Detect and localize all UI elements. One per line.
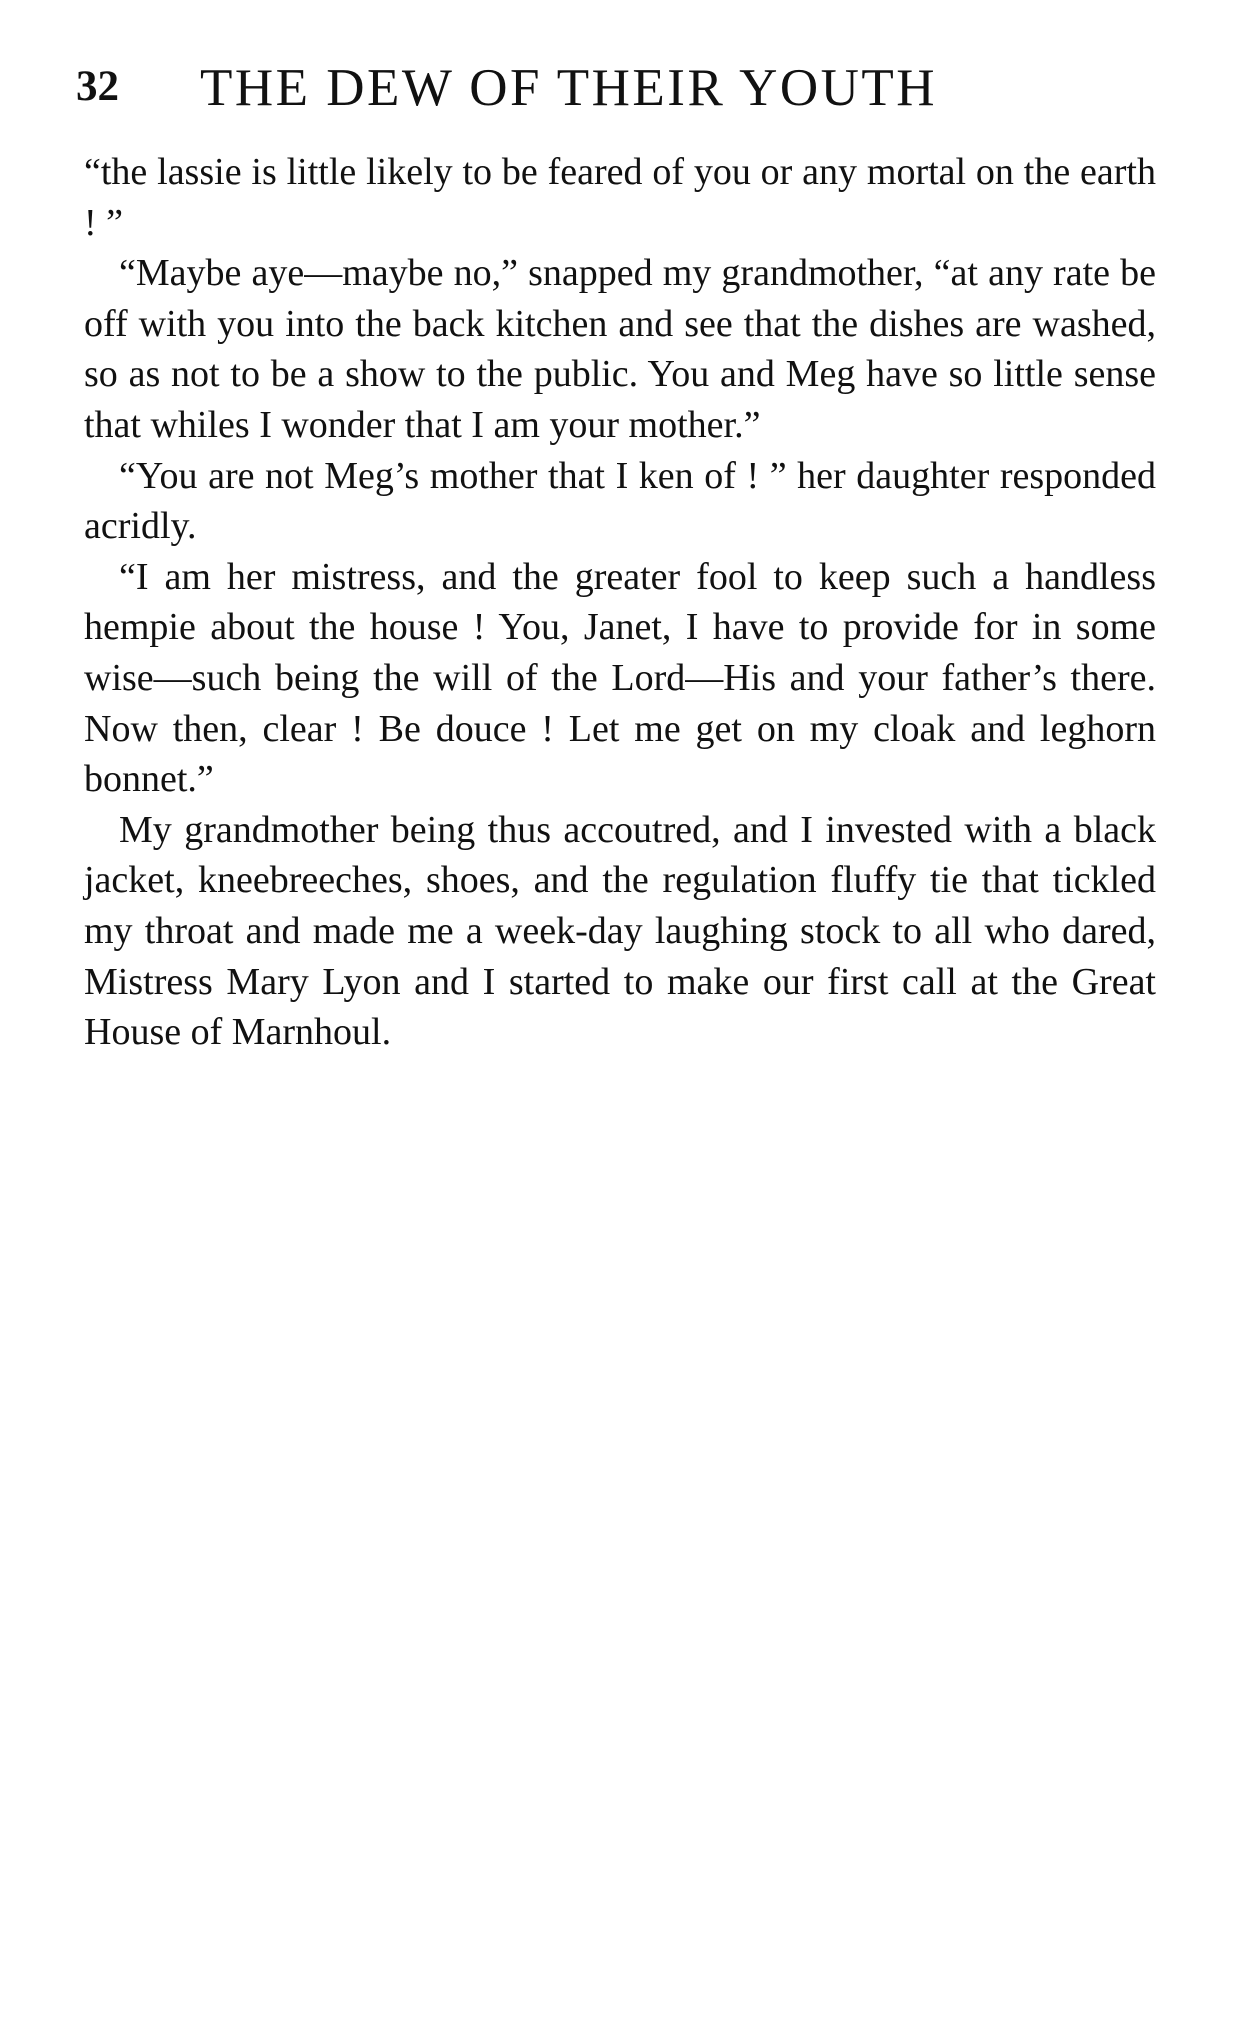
running-head — [76, 58, 1176, 118]
paragraph: “I am her mistress, and the greater fool to keep such a handless hempie about the house ! You, Janet, I have to provide for in some wise—such being the will of the Lord—His and your father’s there. Now then, clear ! Be douce ! Let me get on my cloak and leghorn bonnet.” — [84, 555, 1156, 801]
paragraph: “You are not Meg’s mother that I ken of ! ” her daughter responded acridly. — [84, 454, 1156, 548]
paragraph: My grandmother being thus accoutred, and I invested with a black jacket, kneebreeches, shoes, and the regulation fluffy tie that tickled my throat and made me a week-day laughing stock to all who dared, Mistress Mary Lyon and I started to make our first call at the Great House of Marnhoul. — [84, 808, 1156, 1054]
paragraph: “Maybe aye—maybe no,” snapped my grandmother, “at any rate be off with you into the back kitchen and see that the dishes are washed, so as not to be a show to the public. You and Meg have so little sense that whiles I wonder that I am your mother.” — [84, 252, 1156, 446]
body-text — [84, 147, 1156, 1058]
page-number: 32 — [76, 63, 119, 110]
book-title: THE DEW OF THEIR YOUTH — [200, 59, 938, 117]
paragraph: “the lassie is little likely to be feared of you or any mortal on the earth ! ” — [84, 151, 1156, 244]
